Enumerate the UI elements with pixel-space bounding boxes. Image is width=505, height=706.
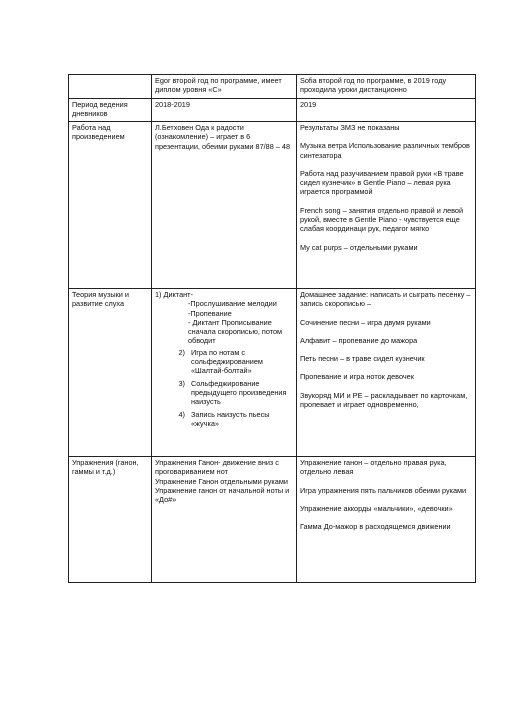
paragraph: Петь песни – в траве сидел кузнечик xyxy=(300,354,425,364)
list-item: 1) Диктант- xyxy=(155,290,193,299)
row-label-period: Период ведения дневников xyxy=(69,99,152,122)
list-subitem: -Прослушивание мелодии xyxy=(188,299,277,309)
list-item xyxy=(155,348,293,376)
row-label-theory: Теория музыки и развитие слуха xyxy=(69,289,152,457)
header-cell-empty xyxy=(69,75,152,99)
row-label-work: Работа над произведением xyxy=(69,122,152,289)
paragraph: Гамма До-мажор в расходящемся движении xyxy=(300,522,451,532)
list-number: 3) xyxy=(178,378,185,388)
header-cell-egor: Egor второй год по программе, имеет диплом уровня «С» xyxy=(152,75,297,99)
paragraph: Упражнение ганон – отдельно правая рука, отдельно левая xyxy=(300,458,447,477)
list-subitem: - Диктант Прописывание сначала скорописью, потом обводит xyxy=(188,317,283,346)
paragraph: Упражнения Ганон- движение вниз с проговариванием нот xyxy=(155,458,279,477)
paragraph: My cat purps – отдельными руками xyxy=(300,242,418,252)
table-row-period xyxy=(69,99,476,122)
paragraph: Упражнение Ганон отдельными руками xyxy=(155,476,288,486)
paragraph: Игра упражнения пять пальчиков обеими руками xyxy=(300,485,467,495)
table-row-work xyxy=(69,122,476,289)
paragraph: Работа над разучиванием правой руки «В траве сидел кузнечик» в Gentle Piano – левая рука играется программой xyxy=(300,168,464,197)
list-item xyxy=(155,379,293,407)
paragraph: Домашнее задание: написать и сыграть песенку – запись скорописью – xyxy=(300,290,471,309)
paragraph: Результаты ЗМЗ не показаны xyxy=(300,123,400,132)
paragraph: Сочинение песни – игра двумя руками xyxy=(300,317,431,327)
table-header-row xyxy=(69,75,476,99)
row-label-exercises: Упражнения (ганон, гаммы и т.д.) xyxy=(69,457,152,583)
cell-period-egor: 2018-2019 xyxy=(152,99,297,122)
paragraph: Алфавит – пропевание до мажора xyxy=(300,335,418,345)
paragraph: Музыка ветра Использование различных тембров синтезатора xyxy=(300,141,470,160)
cell-theory-egor xyxy=(152,289,297,457)
progress-table xyxy=(68,74,476,583)
header-cell-sofia: Sofia второй год по программе, в 2019 году проходила уроки дистанционно xyxy=(297,75,476,99)
table-row-theory xyxy=(69,289,476,457)
cell-exercises-egor xyxy=(152,457,297,583)
paragraph: Звукоряд МИ и РЕ – раскладывает по карточкам, пропевает и играет одновременно, xyxy=(300,390,468,410)
list-text: Игра по нотам с сольфеджированием «Шалтай-болтай» xyxy=(191,347,263,376)
cell-work-egor: Л.Бетховен Ода к радости (ознакомление) – играет в 6 презентации, обеими руками 87/88 – 48 xyxy=(152,122,297,289)
list-number: 2) xyxy=(178,347,185,357)
table-row-exercises xyxy=(69,457,476,583)
paragraph: Пропевание и игра ноток девочек xyxy=(300,372,414,382)
list-text: Запись наизусть пьесы «жучка» xyxy=(191,409,270,428)
list-item xyxy=(155,410,293,429)
list-number: 4) xyxy=(178,409,185,419)
paragraph: French song – занятия отдельно правой и левой рукой, вместе в Gentle Piano - чувствуется еще слабая координаци рук, педагог мягко xyxy=(300,205,464,234)
cell-theory-sofia xyxy=(297,289,476,457)
paragraph: Упражнение аккорды «мальчики», «девочки» xyxy=(300,503,453,513)
cell-exercises-sofia xyxy=(297,457,476,583)
list-subitem: -Пропевание xyxy=(188,308,232,318)
paragraph: Упражнение ганон от начальной ноты и «До#» xyxy=(155,485,290,505)
cell-period-sofia: 2019 xyxy=(297,99,476,122)
cell-work-sofia xyxy=(297,122,476,289)
list-text: Сольфеджирование предыдущего произведения наизусть xyxy=(191,378,287,407)
